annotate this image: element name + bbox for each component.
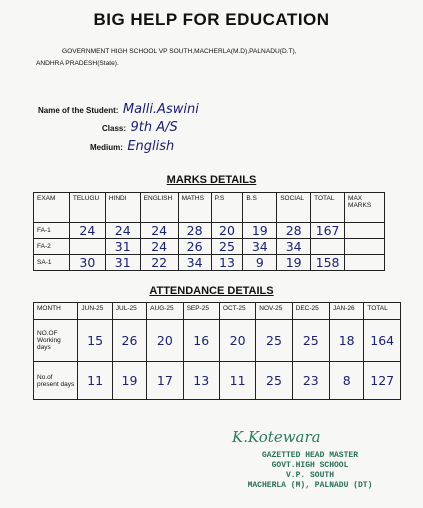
class-row <box>102 118 178 136</box>
mark-cell: 20 <box>211 223 243 239</box>
mark-cell <box>345 255 385 271</box>
mark-cell: 34 <box>243 239 277 255</box>
attendance-row-label: NO.OF Working days <box>34 320 78 362</box>
exam-cell: FA-1 <box>34 223 70 239</box>
mark-cell: 24 <box>105 223 140 239</box>
mark-cell: 34 <box>178 255 211 271</box>
mark-cell: 24 <box>140 223 178 239</box>
attendance-cell: 8 <box>329 362 363 400</box>
class-value: 9th A/S <box>130 120 178 135</box>
marks-header-cell: SOCIAL <box>277 193 311 223</box>
stamp-line: GAZETTED HEAD MASTER <box>261 451 358 460</box>
marks-header-row <box>34 193 385 223</box>
class-label: Class: <box>102 124 127 133</box>
student-name-value: Malli.Aswini <box>122 102 199 117</box>
attendance-header-cell: DEC-25 <box>292 303 329 320</box>
mark-cell <box>69 239 105 255</box>
school-address <box>36 46 396 70</box>
attendance-cell: 25 <box>256 362 292 400</box>
marks-header-cell: B.S <box>243 193 277 223</box>
mark-cell: 30 <box>69 255 105 271</box>
stamp-line: GOVT.HIGH SCHOOL <box>271 461 349 470</box>
mark-cell: 167 <box>311 223 345 239</box>
marks-header-cell: MAX MARKS <box>345 193 385 223</box>
attendance-cell: 25 <box>292 320 329 362</box>
mark-cell: 28 <box>277 223 311 239</box>
attendance-table <box>33 302 401 400</box>
stamp-line: MACHERLA (M), PALNADU (DT) <box>247 481 373 490</box>
attendance-cell: 17 <box>147 362 183 400</box>
mark-cell: 31 <box>105 255 140 271</box>
mark-cell: 34 <box>277 239 311 255</box>
school-line-1: GOVERNMENT HIGH SCHOOL VP SOUTH,MACHERLA(M.D),PALNADU(D.T), <box>62 48 297 55</box>
marks-header-cell: TOTAL <box>311 193 345 223</box>
attendance-cell: 18 <box>329 320 363 362</box>
exam-cell: SA-1 <box>34 255 70 271</box>
mark-cell: 24 <box>69 223 105 239</box>
attendance-header-cell: OCT-25 <box>219 303 255 320</box>
marks-header-cell: MATHS <box>178 193 211 223</box>
attendance-header-row <box>34 303 401 320</box>
marks-header-cell: TELUGU <box>69 193 105 223</box>
attendance-header-cell: TOTAL <box>364 303 401 320</box>
attendance-cell: 20 <box>147 320 183 362</box>
attendance-cell: 26 <box>112 320 146 362</box>
attendance-cell: 13 <box>183 362 219 400</box>
mark-cell: 25 <box>211 239 243 255</box>
mark-cell: 22 <box>140 255 178 271</box>
attendance-header-cell: JAN-26 <box>329 303 363 320</box>
mark-cell: 13 <box>211 255 243 271</box>
attendance-header-cell: NOV-25 <box>256 303 292 320</box>
marks-header-cell: EXAM <box>34 193 70 223</box>
medium-row <box>90 137 174 155</box>
mark-cell: 28 <box>178 223 211 239</box>
marks-table <box>33 192 385 271</box>
attendance-cell: 23 <box>292 362 329 400</box>
attendance-header-cell: AUG-25 <box>147 303 183 320</box>
student-name-row <box>38 100 199 118</box>
table-row <box>34 320 401 362</box>
attendance-cell: 127 <box>364 362 401 400</box>
medium-label: Medium: <box>90 143 123 152</box>
attendance-header-cell: JUN-25 <box>78 303 112 320</box>
student-name-label: Name of the Student: <box>38 106 119 115</box>
attendance-cell: 20 <box>219 320 255 362</box>
attendance-header-cell: SEP-25 <box>183 303 219 320</box>
medium-value: English <box>127 139 175 154</box>
stamp-line: V.P. SOUTH <box>285 471 334 480</box>
attendance-cell: 19 <box>112 362 146 400</box>
marks-header-cell: HINDI <box>105 193 140 223</box>
table-row <box>34 362 401 400</box>
attendance-header-cell: JUL-25 <box>112 303 146 320</box>
attendance-cell: 16 <box>183 320 219 362</box>
mark-cell: 31 <box>105 239 140 255</box>
attendance-cell: 11 <box>219 362 255 400</box>
marks-header-cell: P.S <box>211 193 243 223</box>
attendance-cell: 25 <box>256 320 292 362</box>
mark-cell: 26 <box>178 239 211 255</box>
page-title: BIG HELP FOR EDUCATION <box>93 10 330 29</box>
mark-cell: 24 <box>140 239 178 255</box>
marks-heading: MARKS DETAILS <box>166 174 257 186</box>
mark-cell <box>345 239 385 255</box>
mark-cell: 19 <box>243 223 277 239</box>
mark-cell: 9 <box>243 255 277 271</box>
marks-header-cell: ENGLISH <box>140 193 178 223</box>
attendance-row-label: No.of present days <box>34 362 78 400</box>
mark-cell <box>311 239 345 255</box>
headmaster-stamp <box>230 451 390 491</box>
table-row <box>34 239 385 255</box>
attendance-cell: 11 <box>78 362 112 400</box>
mark-cell: 19 <box>277 255 311 271</box>
table-row <box>34 223 385 239</box>
attendance-cell: 164 <box>364 320 401 362</box>
exam-cell: FA-2 <box>34 239 70 255</box>
attendance-header-cell: MONTH <box>34 303 78 320</box>
attendance-heading: ATTENDANCE DETAILS <box>149 285 274 297</box>
attendance-cell: 15 <box>78 320 112 362</box>
table-row <box>34 255 385 271</box>
mark-cell: 158 <box>311 255 345 271</box>
mark-cell <box>345 223 385 239</box>
headmaster-signature: K.Kotewara <box>232 428 321 446</box>
school-line-2: ANDHRA PRADESH(State). <box>36 60 119 67</box>
